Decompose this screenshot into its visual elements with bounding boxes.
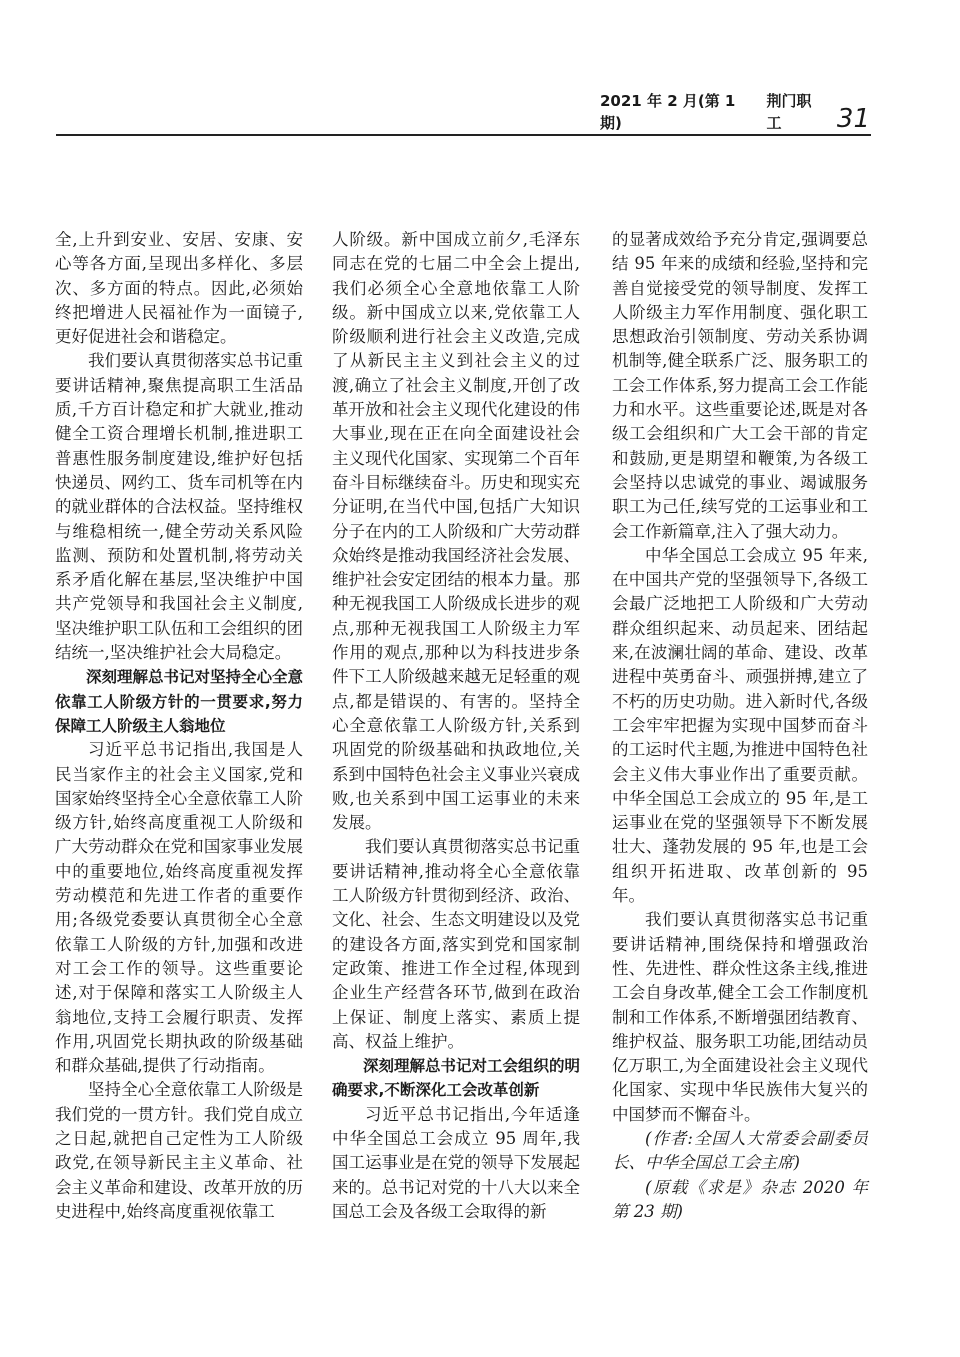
page-header	[600, 94, 870, 134]
paragraph: 的显著成效给予充分肯定,强调要总结 95 年来的成绩和经验,坚持和完善自觉接受党的领导制度、发挥工人阶级主力军作用制度、强化职工思想政治引领制度、劳动关系协调机制等,健全联系广泛、服务职工的工会工作体系,努力提高工会工作能力和水平。这些重要论述,既是对各级工会组织和广大工会干部的肯定和鼓励,更是期望和鞭策,为各级工会坚持以忠诚党的事业、竭诚服务职工为己任,续写党的工运事业和工会工作新篇章,注入了强大动力。	[612, 230, 868, 541]
journal-name: 荆门职工	[766, 92, 812, 132]
page-number: 31	[836, 104, 870, 134]
paragraph: 全,上升到安业、安居、安康、安心等各方面,呈现出多样化、多层次、多方面的特点。因此,必须始终把增进人民福祉作为一面镜子,更好促进社会和谐稳定。	[55, 230, 303, 347]
section-heading: 深刻理解总书记对工会组织的明确要求,不断深化工会改革创新	[332, 1057, 581, 1100]
paragraph: 我们要认真贯彻落实总书记重要讲话精神,围绕保持和增强政治性、先进性、群众性这条主线,推进工会自身改革,健全工会工作制度机制和工作体系,不断增强团结教育、维护权益、服务职工功能,团结动员亿万职工,为全面建设社会主义现代化国家、实现中华民族伟大复兴的中国梦而不懈奋斗。	[612, 910, 868, 1124]
paragraph: 我们要认真贯彻落实总书记重要讲话精神,聚焦提高职工生活品质,千方百计稳定和扩大就业,推动健全工资合理增长机制,推进职工普惠性服务制度建设,维护好包括快递员、网约工、货车司机等在内的就业群体的合法权益。坚持维权与维稳相统一,健全劳动关系风险监测、预防和处置机制,将劳动关系矛盾化解在基层,坚决维护中国共产党领导和我国社会主义制度,坚决维护职工队伍和工会组织的团结统一,坚决维护社会大局稳定。	[55, 351, 303, 663]
issue-date: 2021 年 2 月(第 1 期)	[600, 92, 736, 132]
paragraph: 我们要认真贯彻落实总书记重要讲话精神,推动将全心全意依靠工人阶级方针贯彻到经济、政治、文化、社会、生态文明建设以及党的建设各方面,落实到党和国家制定政策、推进工作全过程,体现到企业生产经营各环节,做到在政治上保证、制度上落实、素质上提高、权益上维护。	[332, 837, 580, 1051]
header-rule	[56, 134, 871, 136]
section-heading: 深刻理解总书记对坚持全心全意依靠工人阶级方针的一贯要求,努力保障工人阶级主人翁地位	[55, 668, 304, 735]
source-note: (原载《求是》杂志 2020 年第 23 期)	[612, 1177, 868, 1221]
text-column-2	[332, 228, 580, 1224]
text-column-1	[55, 228, 303, 1224]
paragraph: 习近平总书记指出,我国是人民当家作主的社会主义国家,党和国家始终坚持全心全意依靠工人阶级方针,始终高度重视工人阶级和广大劳动群众在党和国家事业发展中的重要地位,始终高度重视发挥劳动模范和先进工作者的重要作用;各级党委要认真贯彻全心全意依靠工人阶级的方针,加强和改进对工会工作的领导。这些重要论述,对于保障和落实工人阶级主人翁地位,支持工会履行职责、发挥作用,巩固党长期执政的阶级基础和群众基础,提供了行动指南。	[55, 740, 303, 1076]
text-column-3	[612, 228, 868, 1224]
author-note: (作者:全国人大常委会副委员长、中华全国总工会主席)	[612, 1128, 868, 1173]
paragraph: 坚持全心全意依靠工人阶级是我们党的一贯方针。我们党自成立之日起,就把自己定性为工人阶级政党,在领导新民主主义革命、社会主义革命和建设、改革开放的历史进程中,始终高度重视依靠工	[55, 1080, 303, 1221]
paragraph: 人阶级。新中国成立前夕,毛泽东同志在党的七届二中全会上提出,我们必须全心全意地依靠工人阶级。新中国成立以来,党依靠工人阶级顺利进行社会主义改造,完成了从新民主主义到社会主义的过渡,确立了社会主义制度,开创了改革开放和社会主义现代化建设的伟大事业,现在正在向全面建设社会主义现代化国家、实现第二个百年奋斗目标继续奋斗。历史和现实充分证明,在当代中国,包括广大知识分子在内的工人阶级和广大劳动群众始终是推动我国经济社会发展、维护社会安定团结的根本力量。那种无视我国工人阶级成长进步的观点,那种无视我国工人阶级主力军作用的观点,那种以为科技进步条件下工人阶级越来越无足轻重的观点,都是错误的、有害的。坚持全心全意依靠工人阶级方针,关系到巩固党的阶级基础和执政地位,关系到中国特色社会主义事业兴衰成败,也关系到中国工运事业的未来发展。	[332, 230, 580, 833]
paragraph: 中华全国总工会成立 95 年来,在中国共产党的坚强领导下,各级工会最广泛地把工人阶级和广大劳动群众组织起来、动员起来、团结起来,在波澜壮阔的革命、建设、改革进程中英勇奋斗、顽强拼搏,建立了不朽的历史功勋。进入新时代,各级工会牢牢把握为实现中国梦而奋斗的工运时代主题,为推进中国特色社会主义伟大事业作出了重要贡献。中华全国总工会成立的 95 年,是工运事业在党的坚强领导下不断发展壮大、蓬勃发展的 95 年,也是工会组织开拓进取、改革创新的 95 年。	[612, 545, 868, 906]
paragraph: 习近平总书记指出,今年适逢中华全国总工会成立 95 周年,我国工运事业是在党的领导下发展起来的。总书记对党的十八大以来全国总工会及各级工会取得的新	[332, 1104, 580, 1221]
